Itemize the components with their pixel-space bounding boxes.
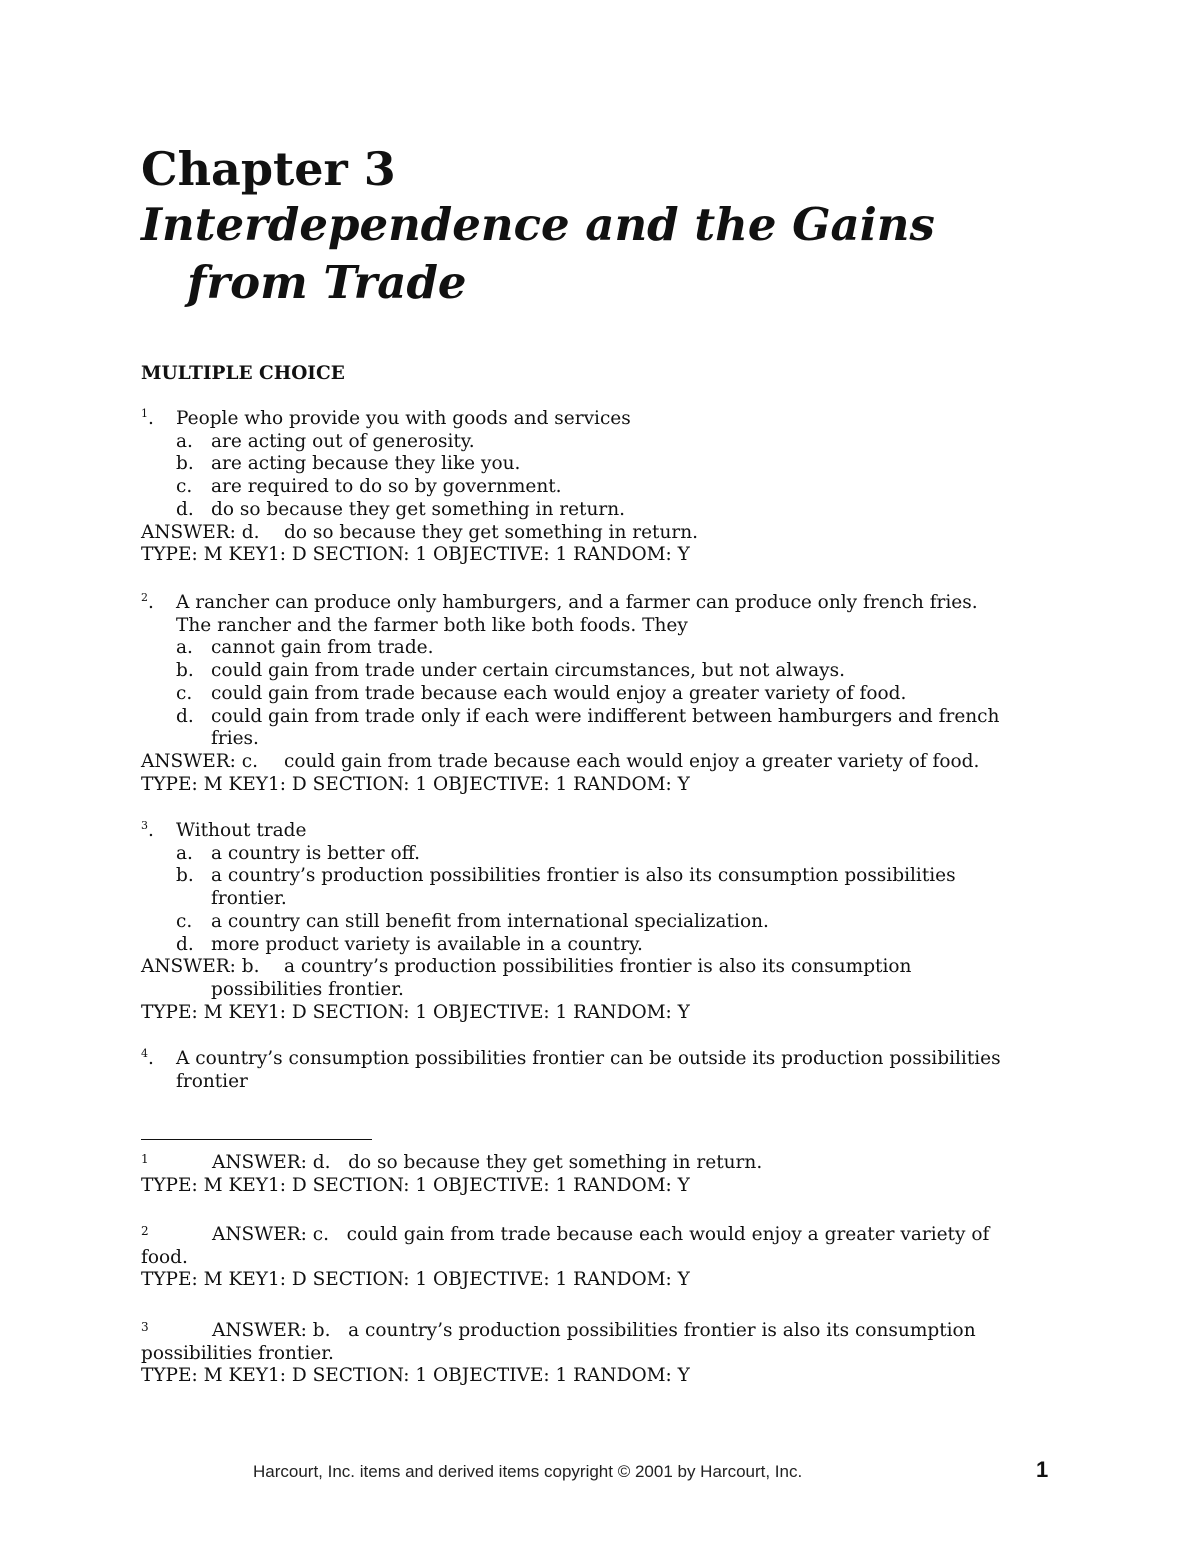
choice-letter: c. <box>176 682 193 704</box>
footnote-line: TYPE: M KEY1: D SECTION: 1 OBJECTIVE: 1 RANDOM: Y <box>141 1174 690 1196</box>
answer-choice <box>141 453 1061 476</box>
footnote-first-line: 2 ANSWER: c. could gain from trade because each would enjoy a greater variety of <box>141 1224 1051 1247</box>
answer-choice <box>141 843 1061 866</box>
footnote-line: food. <box>141 1246 188 1268</box>
choice-text: are required to do so by government. <box>211 476 562 498</box>
footnote-item <box>141 1152 1051 1197</box>
footnote-number: 2 <box>141 1224 149 1238</box>
choice-text: could gain from trade because each would enjoy a greater variety of food. <box>211 682 907 704</box>
choice-letter: a. <box>176 637 193 659</box>
footnote-item <box>141 1224 1051 1292</box>
footnote-item <box>141 1320 1051 1388</box>
question-stem-line: $^1$. People who provide you with goods and services <box>141 406 631 429</box>
choice-letter: d. <box>176 705 194 727</box>
answer-label: ANSWER: c. <box>141 750 259 772</box>
footnote-line: possibilities frontier. <box>141 1342 334 1364</box>
answer-choice <box>141 706 1061 751</box>
choice-letter: a. <box>176 842 193 864</box>
question-item <box>141 820 1061 1024</box>
chapter-subtitle-line-1: Interdependence and the Gains <box>141 198 935 251</box>
choice-letter: d. <box>176 933 194 955</box>
answer-line: possibilities frontier. <box>211 978 404 1000</box>
question-stem-line: $^4$. A country’s consumption possibilities frontier can be outside its production possibilities <box>141 1046 1001 1069</box>
question-item <box>141 408 1061 567</box>
question-stem-line: $^3$. Without trade <box>141 818 307 841</box>
choice-text: a country can still benefit from international specialization. <box>211 910 769 932</box>
choice-text: are acting out of generosity. <box>211 430 475 452</box>
question-item <box>141 592 1061 796</box>
question-metadata: TYPE: M KEY1: D SECTION: 1 OBJECTIVE: 1 RANDOM: Y <box>141 773 690 795</box>
question-stem-line: The rancher and the farmer both like both foods. They <box>176 614 688 636</box>
question-number: $^3$. <box>141 818 154 841</box>
choice-letter: b. <box>176 660 194 682</box>
choice-text: could gain from trade under certain circumstances, but not always. <box>211 660 845 682</box>
question-metadata: TYPE: M KEY1: D SECTION: 1 OBJECTIVE: 1 RANDOM: Y <box>141 1001 690 1023</box>
chapter-subtitle-line-2: from Trade <box>187 256 467 309</box>
choice-text: more product variety is available in a country. <box>211 933 643 955</box>
footnote-number: 3 <box>141 1320 149 1334</box>
choice-text: frontier. <box>211 888 287 910</box>
section-heading: MULTIPLE CHOICE <box>141 363 345 384</box>
answer-line: ANSWER: c. could gain from trade because each would enjoy a greater variety of food. <box>141 750 980 772</box>
answer-choice <box>141 865 1061 910</box>
choice-letter: b. <box>176 453 194 475</box>
answer-choice <box>141 660 1061 683</box>
choice-text: cannot gain from trade. <box>211 637 434 659</box>
question-stem-line: $^2$. A rancher can produce only hamburgers, and a farmer can produce only french fries. <box>141 590 978 613</box>
question-number: $^2$. <box>141 590 154 613</box>
choice-text: a country’s production possibilities frontier is also its consumption possibilities <box>211 865 956 887</box>
choice-text: are acting because they like you. <box>211 453 521 475</box>
answer-choice <box>141 431 1061 454</box>
choice-letter: c. <box>176 910 193 932</box>
choice-text: could gain from trade only if each were indifferent between hamburgers and french <box>211 705 1000 727</box>
answer-line: ANSWER: b. a country’s production possibilities frontier is also its consumption <box>141 956 912 978</box>
footnote-line: TYPE: M KEY1: D SECTION: 1 OBJECTIVE: 1 RANDOM: Y <box>141 1269 690 1291</box>
chapter-title: Chapter 3 <box>141 142 396 196</box>
answer-line: ANSWER: d. do so because they get something in return. <box>141 521 699 543</box>
choice-letter: d. <box>176 498 194 520</box>
footnote-first-line: 1 ANSWER: d. do so because they get something in return. <box>141 1152 1051 1175</box>
copyright-footer: Harcourt, Inc. items and derived items copyright © 2001 by Harcourt, Inc. <box>253 1462 803 1481</box>
footnote-line: TYPE: M KEY1: D SECTION: 1 OBJECTIVE: 1 RANDOM: Y <box>141 1365 690 1387</box>
question-stem-line: frontier <box>176 1070 248 1092</box>
page-number: 1 <box>1036 1457 1049 1482</box>
question-number: $^1$. <box>141 406 154 429</box>
footnote-number: 1 <box>141 1152 149 1166</box>
footnote-divider <box>141 1139 372 1140</box>
answer-label: ANSWER: d. <box>141 521 260 543</box>
answer-choice <box>141 683 1061 706</box>
answer-choice <box>141 637 1061 660</box>
choice-text: a country is better off. <box>211 842 420 864</box>
answer-choice <box>141 911 1061 934</box>
chapter-subtitle <box>141 196 1041 312</box>
choice-text: do so because they get something in return. <box>211 498 626 520</box>
question-number: $^4$. <box>141 1046 154 1069</box>
choice-letter: c. <box>176 476 193 498</box>
choice-letter: b. <box>176 865 194 887</box>
choice-text: fries. <box>211 728 259 750</box>
question-metadata: TYPE: M KEY1: D SECTION: 1 OBJECTIVE: 1 RANDOM: Y <box>141 544 690 566</box>
choice-letter: a. <box>176 430 193 452</box>
answer-choice <box>141 476 1061 499</box>
answer-choice <box>141 934 1061 957</box>
answer-choice <box>141 499 1061 522</box>
footnote-first-line: 3 ANSWER: b. a country’s production possibilities frontier is also its consumption <box>141 1320 1051 1343</box>
question-item <box>141 1048 1061 1093</box>
answer-label: ANSWER: b. <box>141 956 260 978</box>
